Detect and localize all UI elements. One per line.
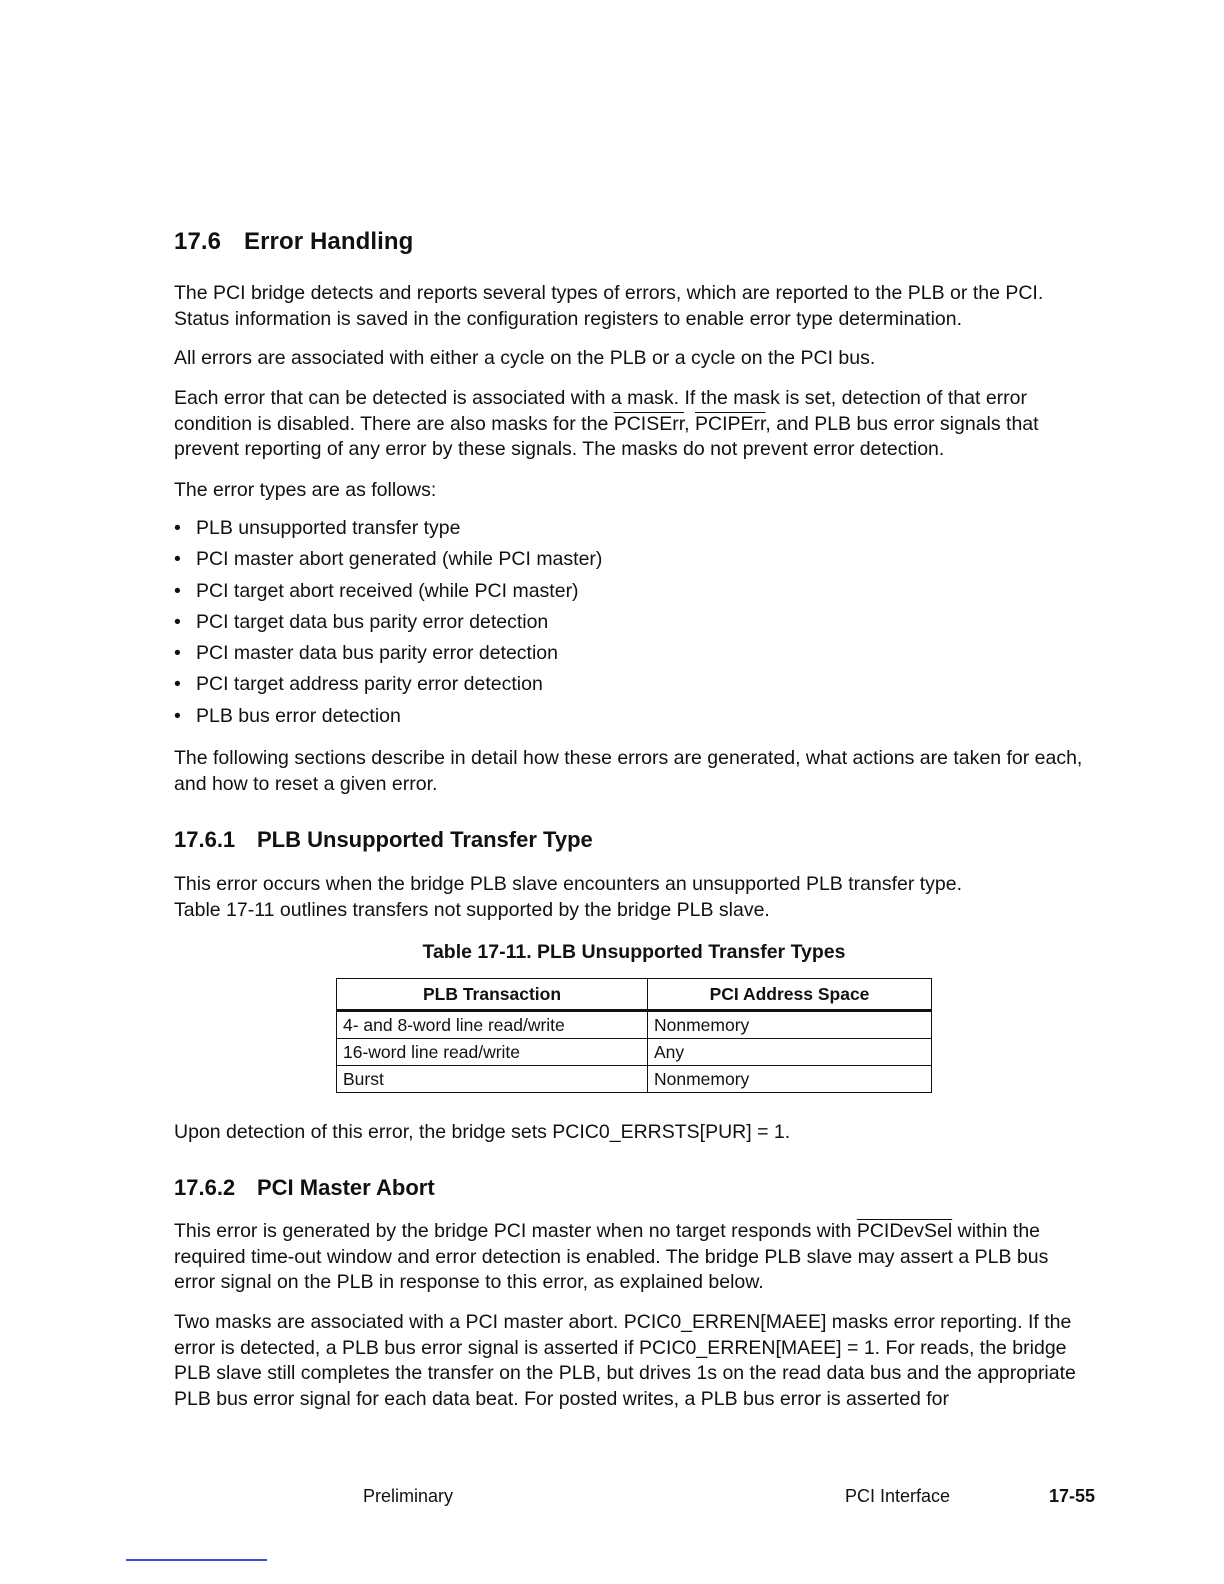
table-cell: 4- and 8-word line read/write [337,1011,648,1039]
paragraph-types-intro: The error types are as follows: [174,479,437,501]
paragraph-intro: The PCI bridge detects and reports several types of errors, which are reported to the PLB or the PCI. Status information is saved in the configuration registers to enable error type determination. [174,282,1044,330]
list-item: • PCI target data bus parity error detection [174,610,602,641]
paragraph-master-abort [174,1219,1094,1296]
subsection-title: PLB Unsupported Transfer Type [257,827,593,852]
subsection-number: 17.6.2 [174,1175,236,1200]
bottom-rule [126,1559,267,1561]
list-item: • PCI master abort generated (while PCI master) [174,547,602,578]
table-header: PCI Address Space [648,979,932,1011]
section-heading [174,228,413,256]
table-cell: Burst [337,1066,648,1093]
masks-sep: , [684,412,695,435]
section-number: 17.6 [174,228,222,255]
paragraph-masks [174,386,1094,463]
list-item: • PCI target address parity error detection [174,672,602,703]
masks-text-b: , and PLB bus error signals that prevent reporting of any error by these signals. The masks do not prevent error detection. [174,412,1039,460]
table-caption: Table 17-11. PLB Unsupported Transfer Types [422,941,846,963]
signal-pcidevsel: PCIDevSel [856,1220,953,1242]
table-row [337,1011,932,1039]
master-abort-text-a: This error is generated by the bridge PCI master when no target responds with [174,1220,857,1242]
page-number: 17-55 [1049,1486,1096,1506]
subsection-heading-2 [174,1175,435,1201]
paragraph-unsupported [174,872,1094,923]
subsection-heading-1 [174,827,593,853]
table-header: PLB Transaction [337,979,648,1011]
master-abort-text-b: within the required time-out window and error detection is enabled. The bridge PLB slave may assert a PLB bus error signal on the PLB in response to this error, as explained below. [174,1220,1049,1293]
table-cell: Nonmemory [648,1066,932,1093]
table-cell: Any [648,1039,932,1066]
list-item: • PLB bus error detection [174,704,602,735]
masks-text-a: Each error that can be detected is associated with a mask. If the mask is set, detection of that error condition is disabled. There are also masks for the [174,387,1028,435]
table-cell: 16-word line read/write [337,1039,648,1066]
footer-center: PCI Interface [845,1486,951,1506]
list-item: • PLB unsupported transfer type [174,516,602,547]
signal-pciperr: PCIPErr [694,412,766,435]
section-title: Error Handling [244,228,414,255]
paragraph-associated: All errors are associated with either a cycle on the PLB or a cycle on the PCI bus. [174,347,876,369]
error-types-list [174,516,602,735]
unsupported-line-2: Table 17-11 outlines transfers not supported by the bridge PLB slave. [174,898,770,921]
table-row [337,1039,932,1066]
subsection-number: 17.6.1 [174,827,236,852]
table-cell: Nonmemory [648,1011,932,1039]
table-row [337,1066,932,1093]
paragraph-following: The following sections describe in detail how these errors are generated, what actions are taken for each, and how to reset a given error. [174,747,1083,795]
list-item: • PCI target abort received (while PCI master) [174,579,602,610]
subsection-title: PCI Master Abort [257,1175,435,1200]
paragraph-two-masks: Two masks are associated with a PCI master abort. PCIC0_ERREN[MAEE] masks error reporting. If the error is detected, a PLB bus error signal is asserted if PCIC0_ERREN[MAEE] = 1. For reads, the bridge PLB slave still completes the transfer on the PLB, but drives 1s on the read data bus and the appropriate PLB bus error signal for each data beat. For posted writes, a PLB bus error is asserted for [174,1311,1076,1410]
paragraph-upon-detection: Upon detection of this error, the bridge sets PCIC0_ERRSTS[PUR] = 1. [174,1121,791,1143]
unsupported-line-1: This error occurs when the bridge PLB slave encounters an unsupported PLB transfer type. [174,873,963,895]
footer-left: Preliminary [363,1486,454,1506]
list-item: • PCI master data bus parity error detection [174,641,602,672]
signal-pciserr: PCISErr [613,412,685,435]
unsupported-transfer-table [336,978,932,1093]
